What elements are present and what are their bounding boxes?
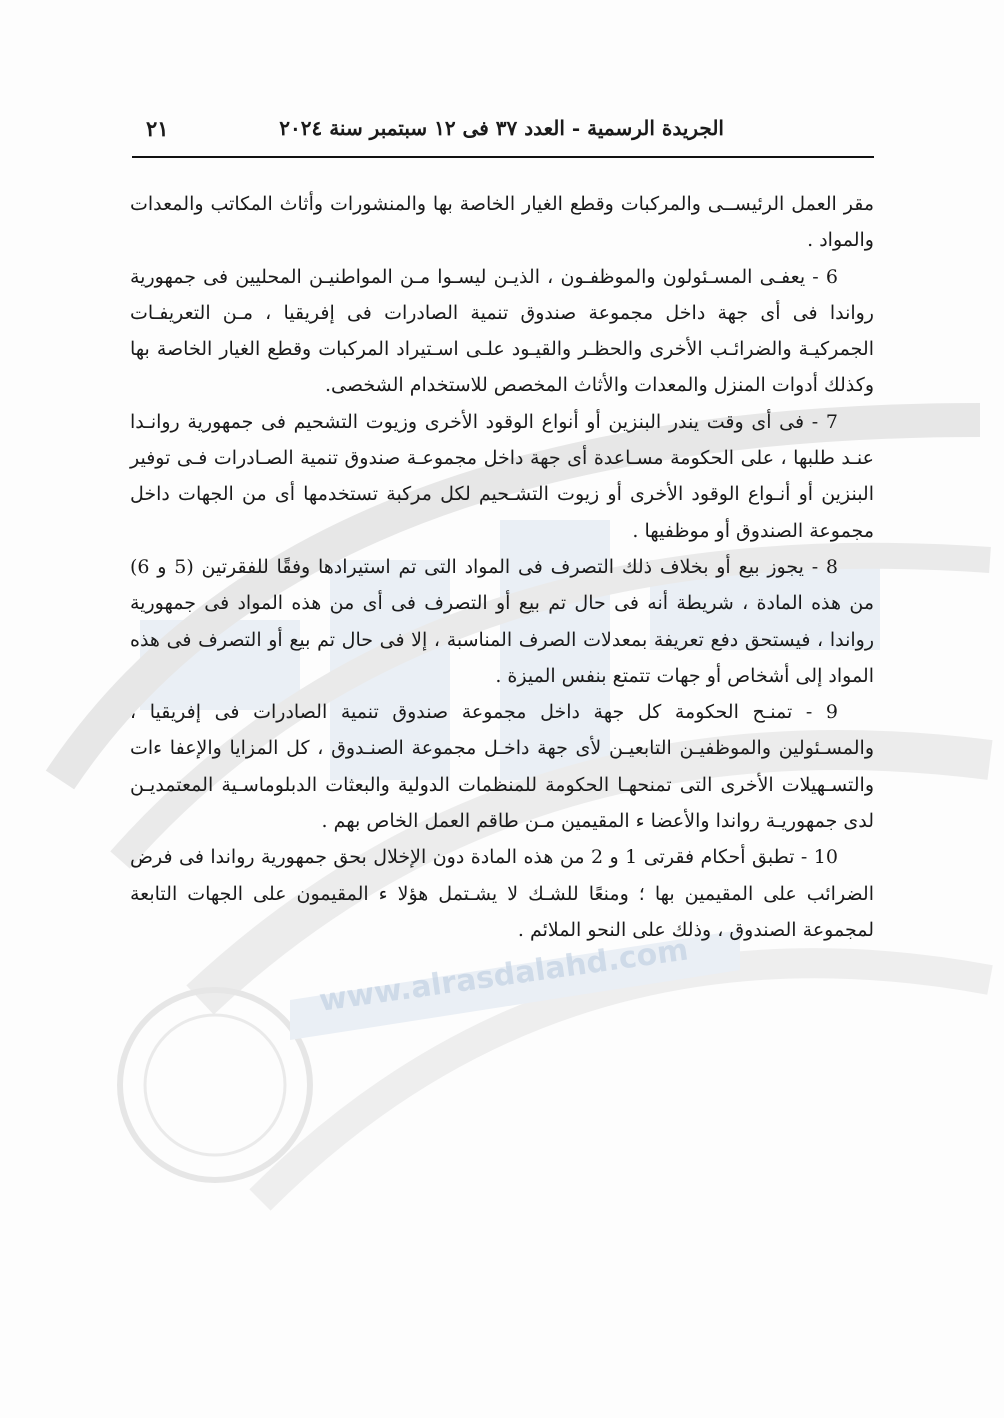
gazette-title: الجريدة الرسمية - العدد ٣٧ فى ١٢ سبتمبر سنة ٢٠٢٤ bbox=[279, 116, 724, 140]
page-header bbox=[132, 112, 874, 158]
page-number: ٢١ bbox=[146, 116, 169, 141]
paragraph-8: 8 - يجوز بيع أو بخلاف ذلك التصرف فى المواد التى تم استيرادها وفقًا للفقرتين (5 و 6) من هذه المادة ، شريطة أنه فى حال تم بيع أو التصرف فى أى من هذه المواد فى جمهورية رواندا ، فيستحق دفع تعريفة بمعدلات الصرف المناسبة ، إلا فى حال تم بيع أو التصرف فى هذه المواد إلى أشخاص أو جهات تتمتع بنفس الميزة . bbox=[130, 555, 874, 687]
watermark-seal bbox=[120, 990, 310, 1180]
article-body bbox=[130, 186, 874, 948]
watermark-seal-inner bbox=[145, 1015, 285, 1155]
paragraph-10: 10 - تطبق أحكام فقرتى 1 و 2 من هذه المادة دون الإخلال بحق جمهورية رواندا فى فرض الضرائب على المقيمين بها ؛ ومنعًا للشـك لا يشـتمل هؤلا ء المقيمون على الجهات التابعة لمجموعة الصندوق ، وذلك على النحو الملائم . bbox=[130, 846, 874, 941]
paragraph-continuation: مقر العمل الرئيســى والمركبات وقطع الغيار الخاصة بها والمنشورات وأثاث المكاتب والمعدات والمواد . bbox=[130, 193, 874, 252]
paragraph-6: 6 - يعفـى المسـئولون والموظفـون ، الذيـن ليسـوا مـن المواطنيـن المحليين فى جمهورية رواندا فى أى جهة داخل مجموعة صندوق تنمية الصادرات فى إفريقيا ، مـن التعريفـات الجمركيـة والضرائـب الأخرى والحظـر والقيـود علـى اسـتيراد المركبات وقطع الغيار الخاصة بها وكذلك أدوات المنزل والمعدات والأثاث المخصص للاستخدام الشخصى. bbox=[130, 265, 874, 397]
watermark-url: www.alrasdalahd.com bbox=[316, 932, 691, 1019]
header-divider bbox=[132, 156, 874, 158]
paragraph-9: 9 - تمنـح الحكومة كل جهة داخل مجموعة صندوق تنمية الصادرات فى إفريقيا ، والمسـئولين والموظفيـن التابعيـن لأى جهة داخـل مجموعة الصنـدوق ، كل المزايا والإعفا ءات والتسـهيلات الأخرى التى تمنحهـا الحكومة للمنظمات الدولية والبعثات الدبلوماسـية المعتمديـن لدى جمهوريـة رواندا والأعضا ء المقيمين مـن طاقم العمل الخاص بهم . bbox=[130, 701, 874, 833]
paragraph-7: 7 - فى أى وقت يندر البنزين أو أنواع الوقود الأخرى وزيوت التشحيم فى جمهورية روانـدا عنـد طلبها ، على الحكومة مسـاعدة أى جهة داخل مجموعـة صندوق تنمية الصـادرات فـى توفير البنزين أو أنـواع الوقود الأخرى أو زيوت التشـحيم لكل مركبة تستخدمها أى من الجهات داخل مجموعة الصندوق أو موظفيها . bbox=[130, 410, 874, 542]
watermark-arc bbox=[260, 963, 990, 1200]
